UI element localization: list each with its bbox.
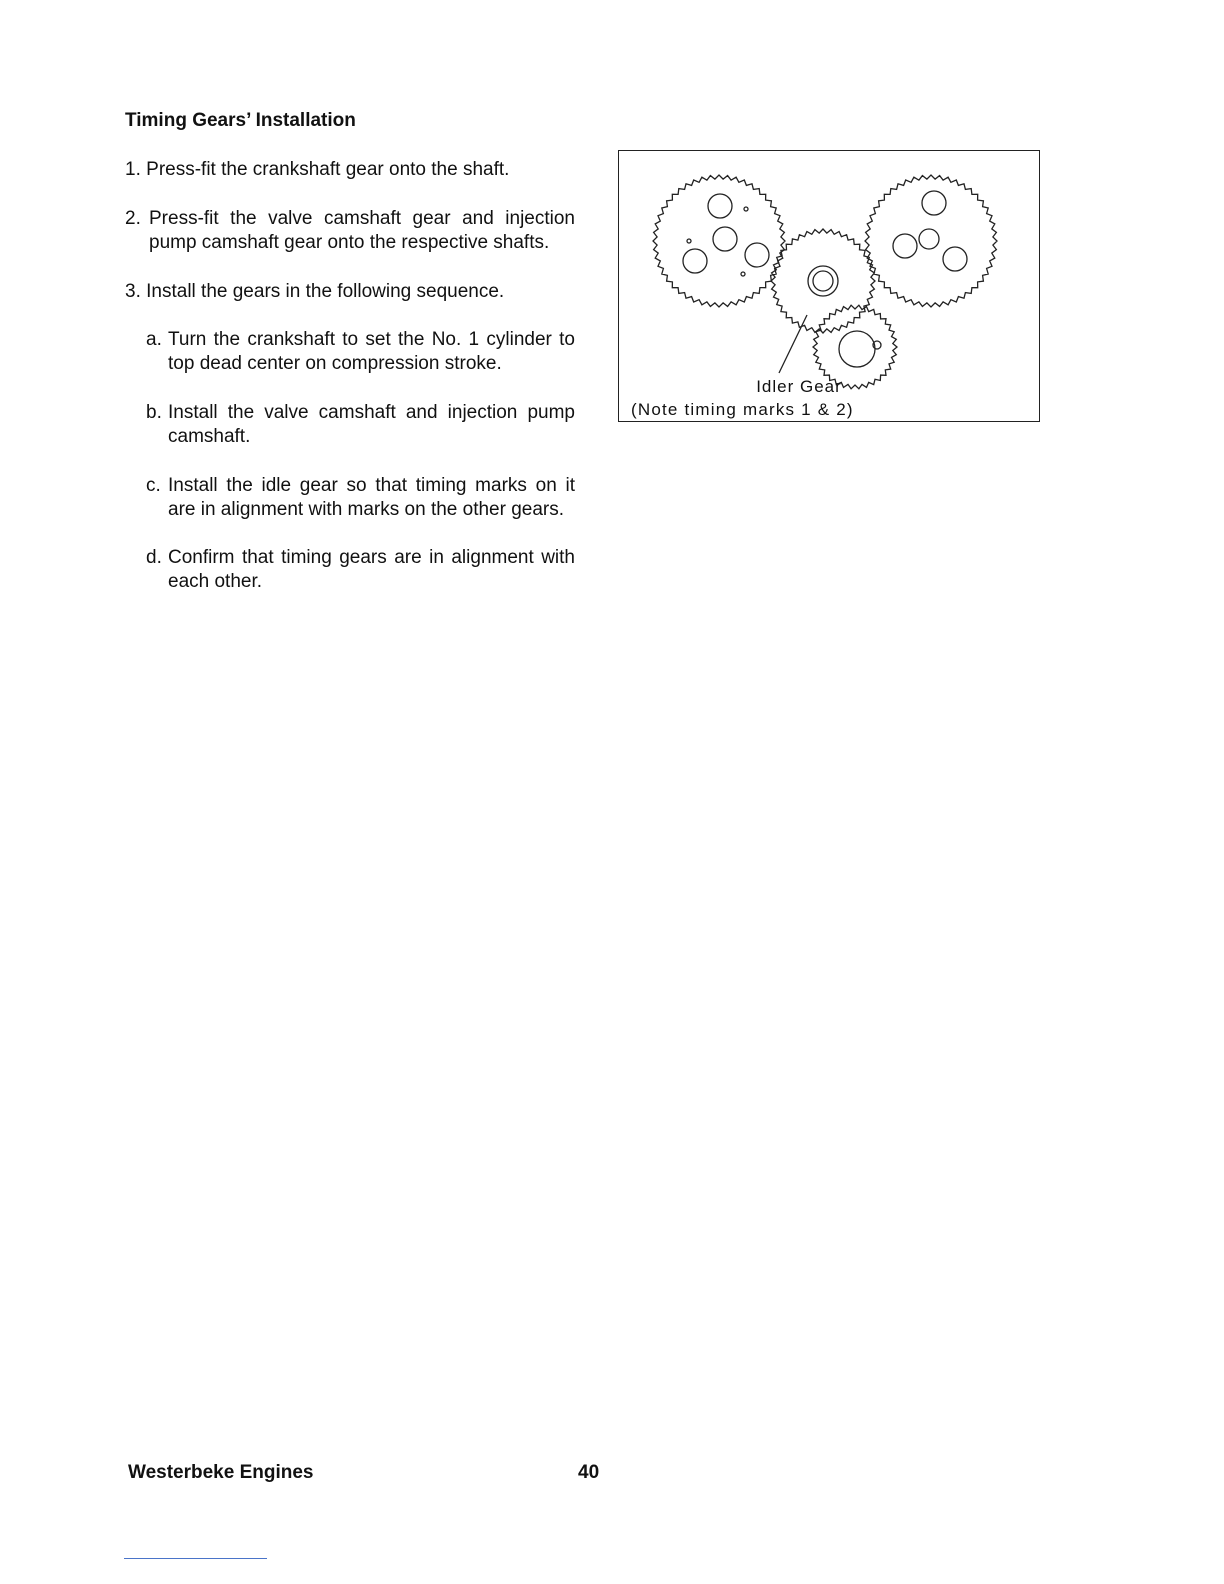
step-2-number: 2. [125, 208, 141, 229]
timing-gears-figure [618, 150, 1040, 422]
substep-d-number: d. [146, 547, 162, 568]
pump-gear-hole [893, 234, 917, 258]
valve-gear-pin [741, 272, 745, 276]
substep-b [146, 401, 575, 449]
step-3-number: 3. [125, 281, 141, 302]
step-1-body: Press-fit the crankshaft gear onto the shaft. [146, 159, 510, 180]
substep-c [146, 474, 575, 522]
substep-c-body: Install the idle gear so that timing marks on it are in alignment with marks on the other gears. [168, 475, 575, 520]
substep-b-number: b. [146, 402, 162, 423]
valve-gear-hole [683, 249, 707, 273]
crankshaft-gear [771, 229, 875, 333]
injection-pump-gear [865, 175, 997, 307]
figure-caption: (Note timing marks 1 & 2) [631, 400, 854, 419]
step-1 [125, 158, 575, 182]
substep-a-body: Turn the crankshaft to set the No. 1 cylinder to top dead center on compression stroke. [168, 329, 575, 374]
step-3 [125, 280, 575, 304]
pump-gear-hole [919, 229, 939, 249]
valve-gear-hole [708, 194, 732, 218]
valve-gear-pin [687, 239, 691, 243]
idler-gear-label: Idler Gear [756, 377, 842, 396]
substep-c-number: c. [146, 475, 161, 496]
substep-b-body: Install the valve camshaft and injection pump camshaft. [168, 402, 575, 447]
footer-rule [124, 1558, 267, 1559]
valve-gear-hole [713, 227, 737, 251]
crankshaft-hub-inner [813, 271, 833, 291]
substep-a-number: a. [146, 329, 162, 350]
page-number: 40 [578, 1462, 600, 1483]
substep-d [146, 546, 575, 594]
substep-d-body: Confirm that timing gears are in alignment with each other. [168, 547, 575, 592]
idler-gear-hub [839, 331, 875, 367]
step-2-body: Press-fit the valve camshaft gear and injection pump camshaft gear onto the respective shafts. [149, 208, 575, 253]
pump-gear-hole [922, 191, 946, 215]
valve-camshaft-gear [653, 175, 785, 307]
step-2 [125, 207, 575, 255]
step-1-text: 1. [125, 159, 141, 180]
footer-company: Westerbeke Engines [128, 1462, 314, 1483]
pump-gear-hole [943, 247, 967, 271]
idler-gear-leader-line [779, 315, 807, 373]
section-heading: Timing Gears’ Installation [125, 110, 356, 131]
substep-a [146, 328, 575, 376]
valve-gear-hole [745, 243, 769, 267]
valve-gear-pin [744, 207, 748, 211]
step-3-body: Install the gears in the following sequence. [146, 281, 505, 302]
